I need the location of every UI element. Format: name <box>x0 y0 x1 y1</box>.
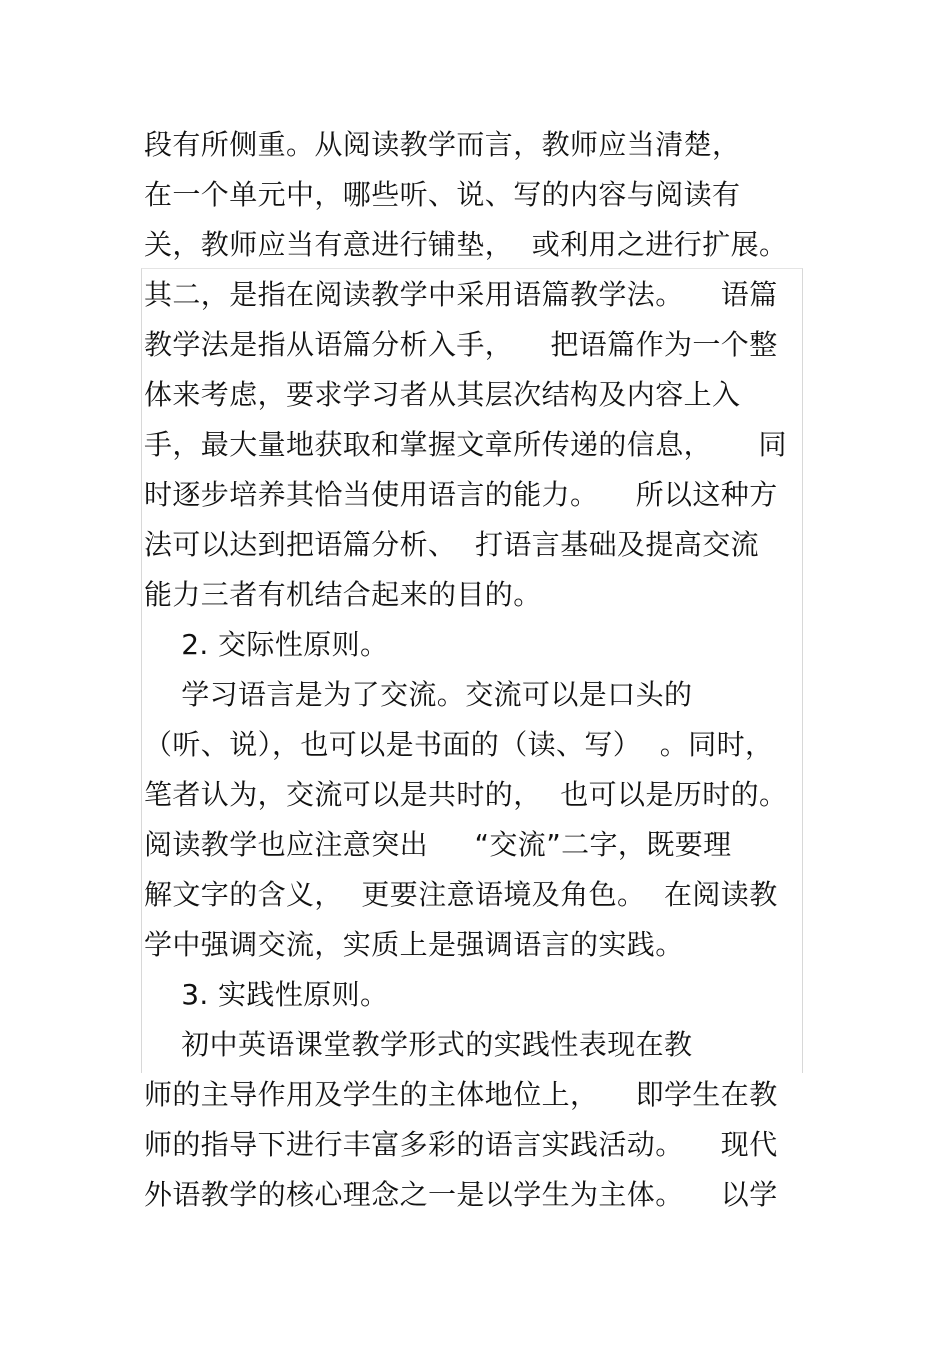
text-line: 时逐步培养其恰当使用语言的能力。 所以这种方 <box>144 478 778 511</box>
text-line: （听、说），也可以是书面的（读、写） 。同时， <box>144 728 774 761</box>
text-line: 能力三者有机结合起来的目的。 <box>144 578 542 611</box>
text-line: 解文字的含义， 更要注意语境及角色。 在阅读教 <box>144 878 778 911</box>
section-heading: 2. 交际性原则。 <box>144 628 389 661</box>
text-line: 师的指导下进行丰富多彩的语言实践活动。 现代 <box>144 1128 778 1161</box>
section-heading: 3. 实践性原则。 <box>144 978 389 1011</box>
text-line: 段有所侧重。从阅读教学而言，教师应当清楚， <box>144 128 741 161</box>
text-line: 阅读教学也应注意突出 “交流”二字，既要理 <box>144 828 732 861</box>
text-line: 在一个单元中，哪些听、说、写的内容与阅读有 <box>144 178 741 211</box>
text-line: 法可以达到把语篇分析、 打语言基础及提高交流 <box>144 528 760 561</box>
text-line: 学中强调交流，实质上是强调语言的实践。 <box>144 928 684 961</box>
text-line: 体来考虑，要求学习者从其层次结构及内容上入 <box>144 378 741 411</box>
text-line: 学习语言是为了交流。交流可以是口头的 <box>144 678 693 711</box>
text-line: 教学法是指从语篇分析入手， 把语篇作为一个整 <box>144 328 778 361</box>
text-line: 其二，是指在阅读教学中采用语篇教学法。 语篇 <box>144 278 778 311</box>
text-line: 笔者认为，交流可以是共时的， 也可以是历时的。 <box>144 778 788 811</box>
text-line: 初中英语课堂教学形式的实践性表现在教 <box>144 1028 693 1061</box>
text-line: 手，最大量地获取和掌握文章所传递的信息， 同 <box>144 428 787 461</box>
text-line: 外语教学的核心理念之一是以学生为主体。 以学 <box>144 1178 778 1211</box>
text-line: 师的主导作用及学生的主体地位上， 即学生在教 <box>144 1078 778 1111</box>
text-line: 关，教师应当有意进行铺垫， 或利用之进行扩展。 <box>144 228 788 261</box>
